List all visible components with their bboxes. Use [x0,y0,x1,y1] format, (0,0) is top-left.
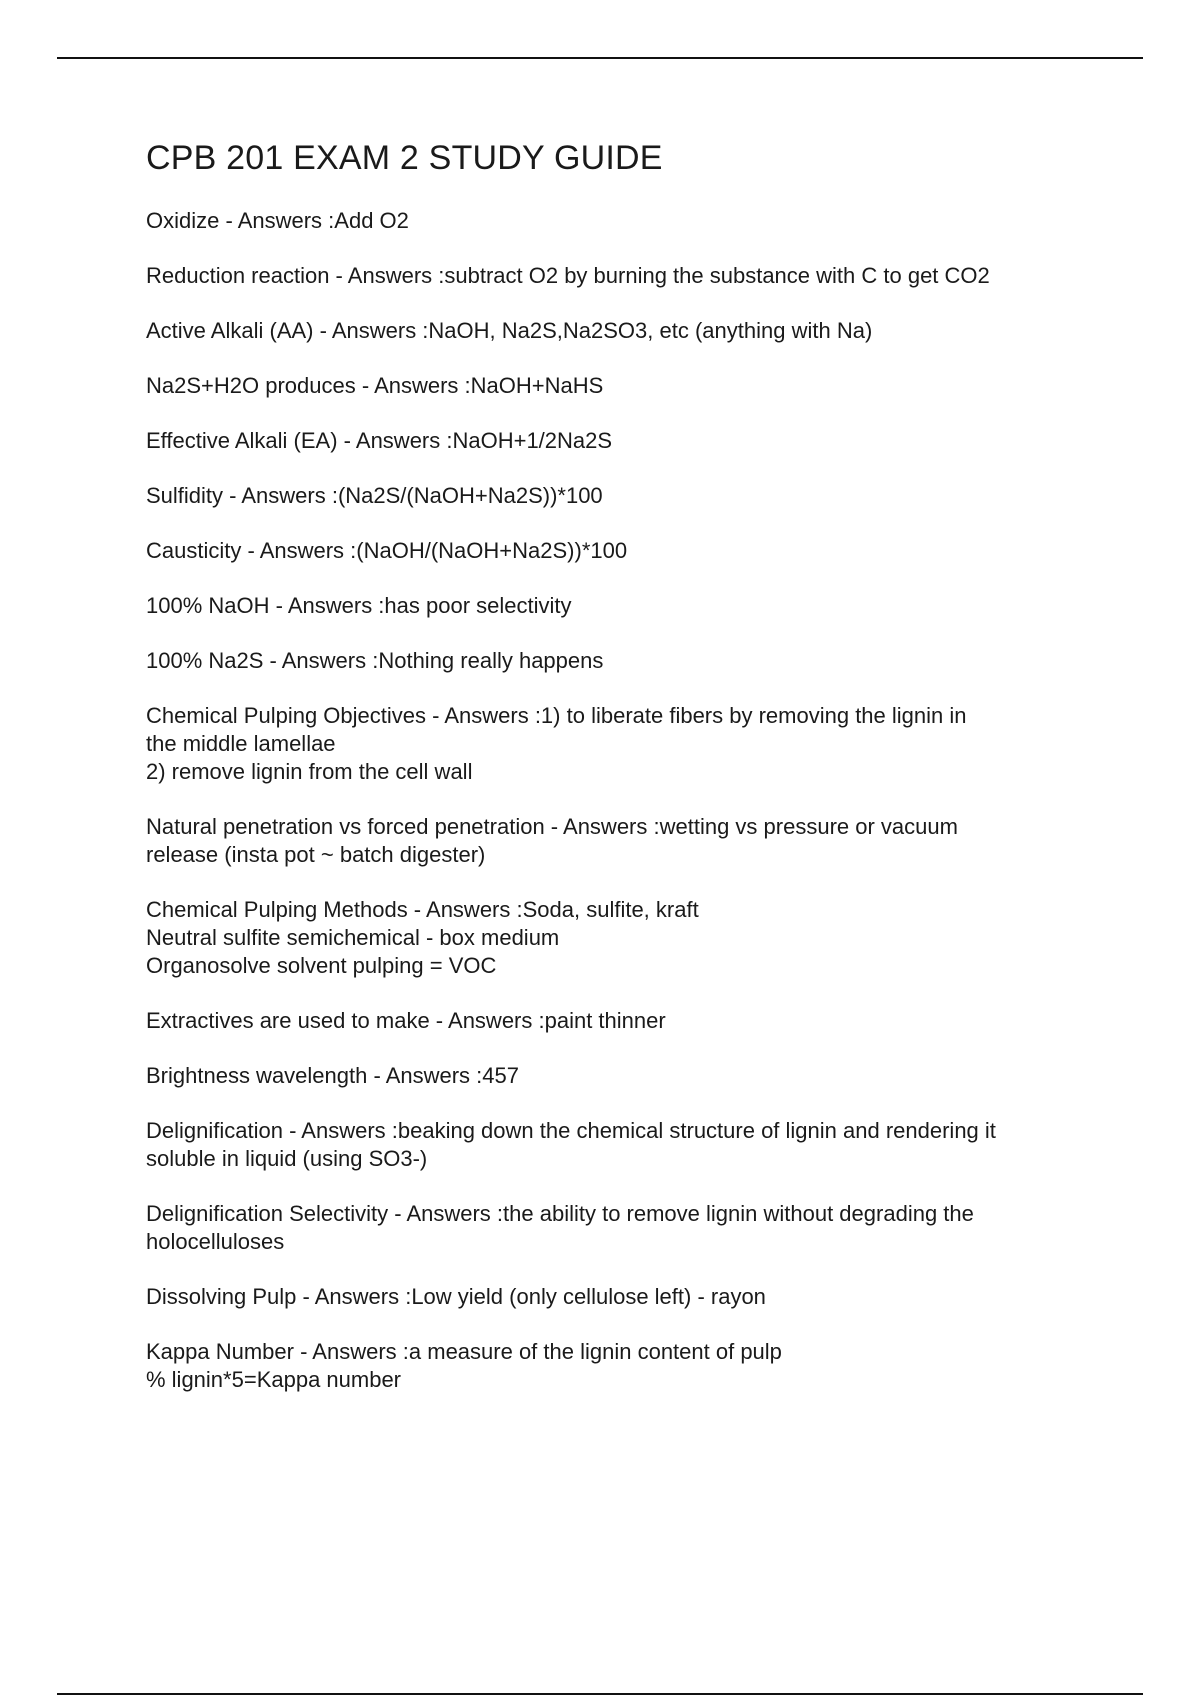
qa-line: Sulfidity - Answers :(Na2S/(NaOH+Na2S))*100 [146,482,603,508]
qa-item [146,647,1096,675]
qa-item [146,702,1096,786]
qa-item [146,1007,1096,1035]
qa-item [146,317,1096,345]
qa-item [146,592,1096,620]
bottom-rule [57,1693,1143,1695]
study-guide-page [146,138,1096,1421]
qa-line: Dissolving Pulp - Answers :Low yield (only cellulose left) - rayon [146,1283,766,1309]
qa-line: Chemical Pulping Objectives - Answers :1) to liberate fibers by removing the lignin in [146,702,967,728]
qa-line: Extractives are used to make - Answers :paint thinner [146,1007,666,1033]
qa-item [146,262,1096,290]
qa-line: Causticity - Answers :(NaOH/(NaOH+Na2S))*100 [146,537,628,563]
qa-line: Active Alkali (AA) - Answers :NaOH, Na2S,Na2SO3, etc (anything with Na) [146,317,873,343]
qa-item [146,896,1096,980]
qa-line: Organosolve solvent pulping = VOC [146,952,497,978]
qa-item [146,207,1096,235]
qa-line: Natural penetration vs forced penetration - Answers :wetting vs pressure or vacuum [146,813,958,839]
qa-line: soluble in liquid (using SO3-) [146,1145,428,1171]
qa-line: Oxidize - Answers :Add O2 [146,207,409,233]
qa-line: Effective Alkali (EA) - Answers :NaOH+1/2Na2S [146,427,613,453]
qa-item [146,1283,1096,1311]
qa-item [146,372,1096,400]
qa-line: Na2S+H2O produces - Answers :NaOH+NaHS [146,372,604,398]
qa-item [146,1338,1096,1394]
qa-item [146,537,1096,565]
page-title: CPB 201 EXAM 2 STUDY GUIDE [146,139,663,177]
qa-line: Reduction reaction - Answers :subtract O2 by burning the substance with C to get CO2 [146,262,990,288]
qa-line: % lignin*5=Kappa number [146,1366,402,1392]
qa-line: Chemical Pulping Methods - Answers :Soda, sulfite, kraft [146,896,699,922]
top-rule [57,57,1143,59]
qa-line: release (insta pot ~ batch digester) [146,841,486,867]
qa-item [146,1062,1096,1090]
qa-line: 2) remove lignin from the cell wall [146,758,473,784]
qa-line: Kappa Number - Answers :a measure of the lignin content of pulp [146,1338,782,1364]
qa-item [146,482,1096,510]
qa-line: holocelluloses [146,1228,285,1254]
qa-item [146,427,1096,455]
qa-line: Brightness wavelength - Answers :457 [146,1062,519,1088]
qa-line: 100% NaOH - Answers :has poor selectivity [146,592,572,618]
qa-list [146,207,1096,1394]
qa-line: Neutral sulfite semichemical - box medium [146,924,560,950]
qa-item [146,813,1096,869]
qa-line: Delignification Selectivity - Answers :the ability to remove lignin without degrading the [146,1200,974,1226]
qa-line: Delignification - Answers :beaking down the chemical structure of lignin and rendering it [146,1117,996,1143]
qa-line: 100% Na2S - Answers :Nothing really happens [146,647,604,673]
qa-item [146,1200,1096,1256]
qa-line: the middle lamellae [146,730,336,756]
qa-item [146,1117,1096,1173]
